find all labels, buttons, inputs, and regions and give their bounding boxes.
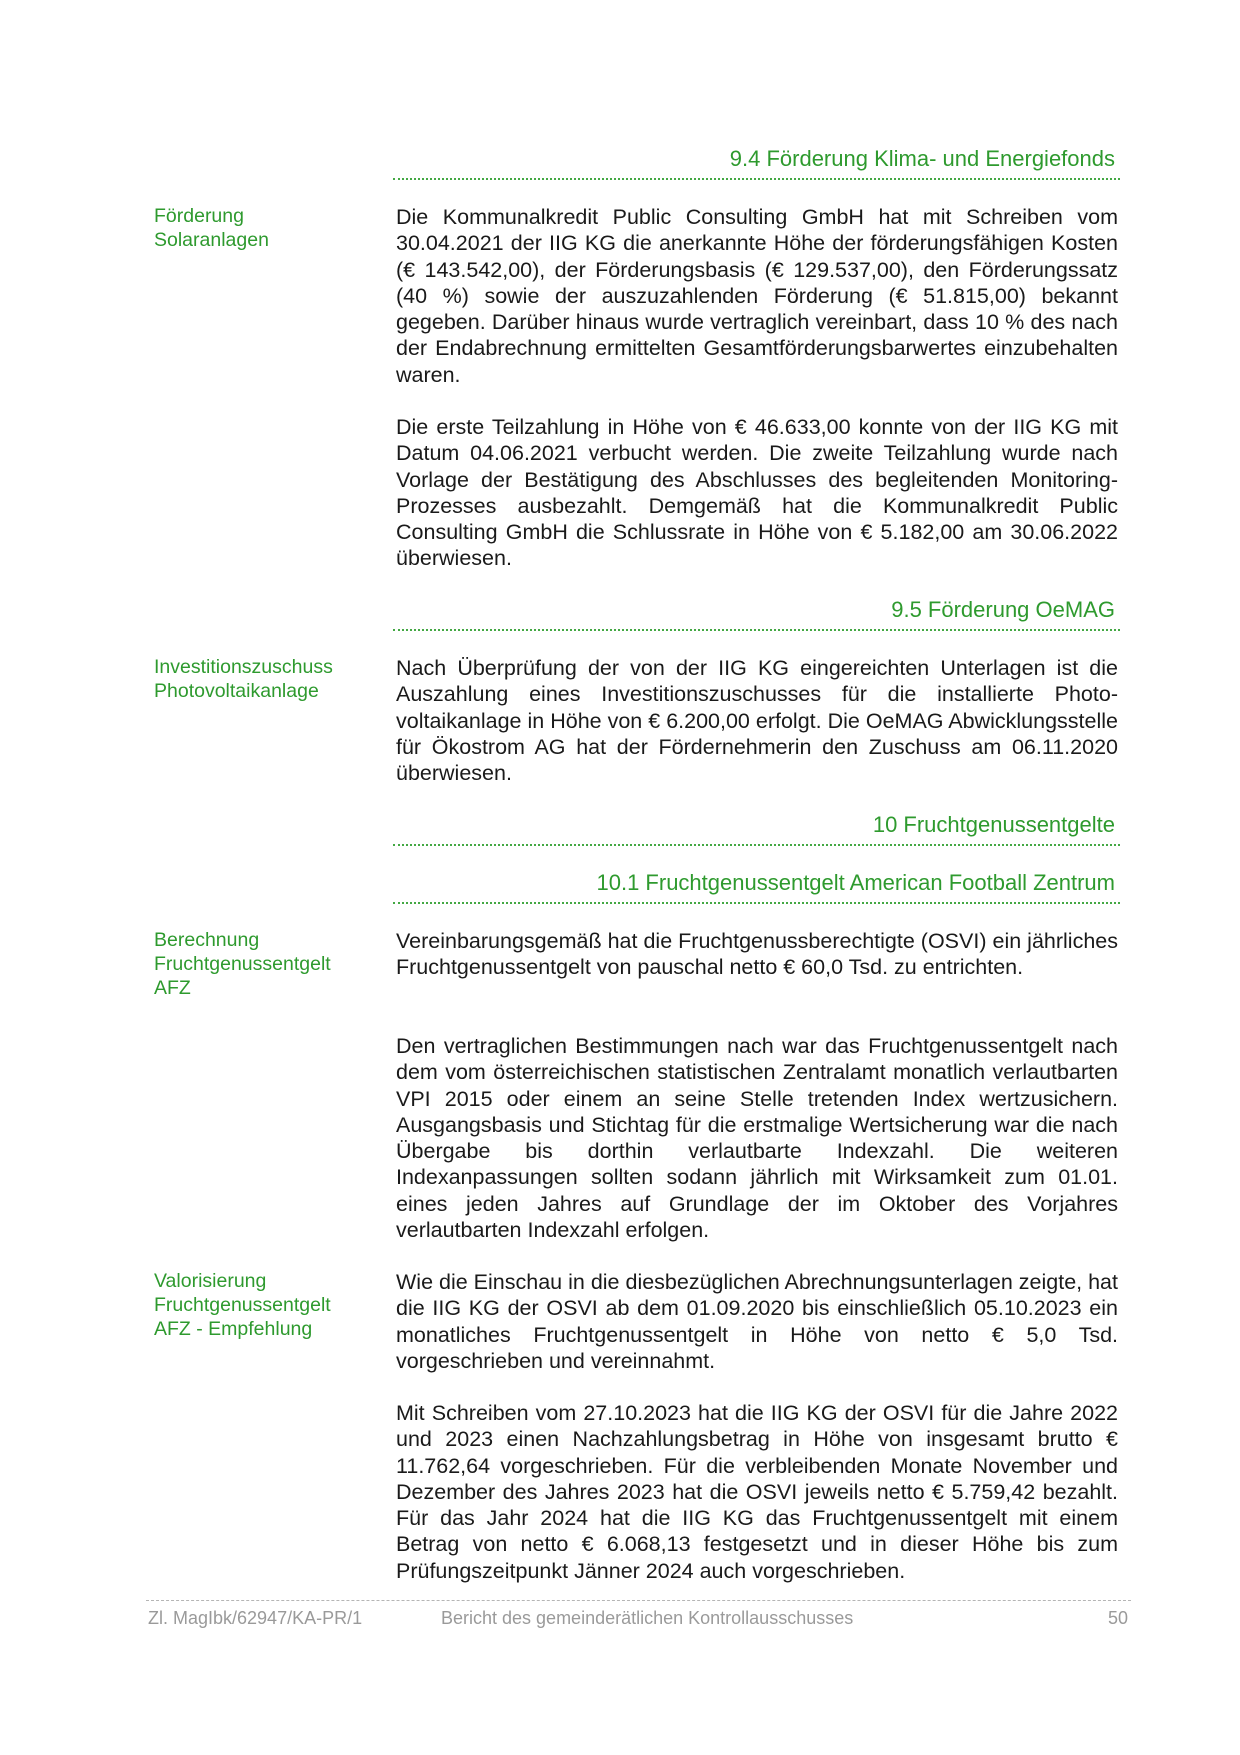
- margin-note-foerderung-solaranlagen: [154, 204, 384, 252]
- margin-note-text: Berechnung Fruchtgenussentgelt AFZ: [154, 929, 331, 999]
- footer-reference: Zl. MagIbk/62947/KA-PR/1: [148, 1608, 363, 1628]
- section-heading-9-4: 9.4 Förderung Klima- und Energiefonds: [729, 146, 1115, 171]
- footer-page-number: 50: [1108, 1608, 1129, 1628]
- footer-rule: [146, 1600, 1131, 1601]
- footer-title: Bericht des gemeinderätlichen Kontrollausschusses: [441, 1608, 854, 1628]
- margin-note-valorisierung: [154, 1269, 384, 1341]
- paragraph-bestimmungen: Den vertraglichen Bestimmungen nach war das Fruchtgenussentgelt nach dem vom österreichischen statistischen Zentralamt monatlich verlautbarten VPI 2015 oder einem an seine Stelle tretenden Index wertzusichern. Ausgangsbasis und Stichtag für die erstmalige Wertsicherung war die nach Übergabe bis dorthin verlautbarte Indexzahl. Die weiteren Indexanpassungen sollten sodann jährlich mit Wirksamkeit zum 01.01. eines jeden Jahres auf Grundlage der im Oktober des Vorjahres verlautbarten Indexzahl erfolgen.: [396, 1034, 1118, 1243]
- section-heading-10-1: 10.1 Fruchtgenussentgelt American Football Zentrum: [596, 870, 1115, 895]
- margin-note-investitionszuschuss: [154, 655, 384, 703]
- paragraph-einschau: Wie die Einschau in die diesbezüglichen Abrechnungsunterlagen zeigte, hat die IIG KG der OSVI ab dem 01.09.2020 bis einschließlich 05.10.2023 ein monatliches Fruchtgenussentgelt in Höhe von netto € 5,0 Tsd. vorgeschrieben und vereinnahmt.: [396, 1270, 1118, 1373]
- paragraph-teilzahlung: Die erste Teilzahlung in Höhe von € 46.633,00 konnte von der IIG KG mit Datum 04.06.2021 verbucht werden. Die zweite Teilzahlung wurde nach Vorlage der Bestätigung des Abschlusses des begleitenden Monitoring-Prozesses ausbezahlt. Demgemäß hat die Kommunalkredit Public Consulting GmbH die Schlussrate in Höhe von € 5.182,00 am 30.06.2022 überwiesen.: [396, 415, 1118, 571]
- paragraph-oemag: Nach Überprüfung der von der IIG KG eingereichten Unterlagen ist die Auszahlung eines Investitionszuschusses für die installierte Photovoltaikanlage in Höhe von € 6.200,00 erfolgt. Die OeMAG Abwicklungsstelle für Ökostrom AG hat der Fördernehmerin den Zuschuss am 06.11.2020 überwiesen.: [396, 656, 1118, 786]
- paragraph-kommunalkredit: Die Kommunalkredit Public Consulting GmbH hat mit Schreiben vom 30.04.2021 der IIG KG die anerkannte Höhe der förderungsfähigen Kosten (€ 143.542,00), der Förderungsbasis (€ 129.537,00), den Förderungssatz (40 %) sowie der auszuzahlenden Förderung (€ 51.815,00) bekannt gegeben. Darüber hinaus wurde vertraglich vereinbart, dass 10 % des nach der Endabrechnung ermittelten Gesamtförderungsbarwertes einzubehalten waren.: [396, 205, 1118, 387]
- section-rule-10: [393, 844, 1120, 846]
- margin-note-text: Förderung Solaranlagen: [154, 205, 269, 251]
- section-rule-9-5: [393, 629, 1120, 631]
- paragraph-nachzahlung: Mit Schreiben vom 27.10.2023 hat die IIG KG der OSVI für die Jahre 2022 und 2023 einen Nachzahlungsbetrag in Höhe von insgesamt brutto € 11.762,64 vorgeschrieben. Für die verbleibenden Monate November und Dezember des Jahres 2023 hat die OSVI jeweils netto € 5.759,42 bezahlt. Für das Jahr 2024 hat die IIG KG das Fruchtgenussentgelt mit einem Betrag von netto € 6.068,13 festgesetzt und in dieser Höhe bis zum Prüfungszeitpunkt Jänner 2024 auch vorgeschrieben.: [396, 1401, 1118, 1583]
- margin-note-text: Valorisierung Fruchtgenussentgelt AFZ - Empfehlung: [154, 1270, 331, 1340]
- section-rule-10-1: [393, 902, 1120, 904]
- section-heading-9-5: 9.5 Förderung OeMAG: [891, 597, 1115, 622]
- section-heading-10: 10 Fruchtgenussentgelte: [872, 812, 1115, 837]
- margin-note-berechnung: [154, 928, 384, 1000]
- margin-note-text: Investitionszuschuss Photovoltaikanlage: [154, 656, 333, 702]
- paragraph-vereinbarung: Vereinbarungsgemäß hat die Fruchtgenussberechtigte (OSVI) ein jährliches Fruchtgenussentgelt von pauschal netto € 60,0 Tsd. zu entrichten.: [396, 929, 1118, 980]
- section-rule-9-4: [393, 178, 1120, 180]
